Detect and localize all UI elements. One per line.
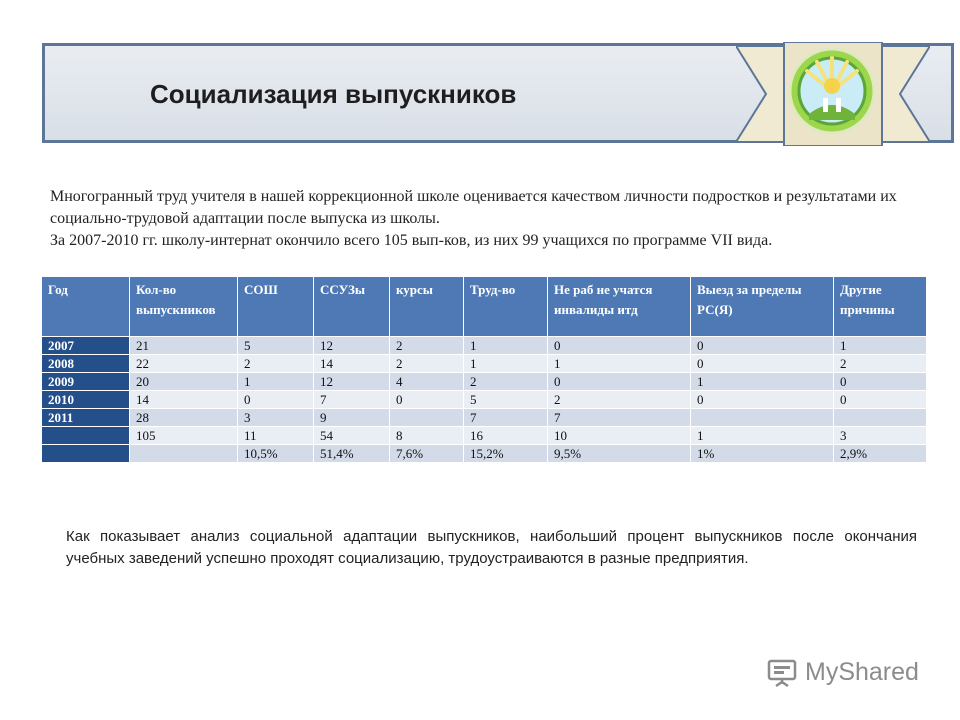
year-cell: 2009 [42, 373, 130, 391]
intro-paragraph-2: За 2007-2010 гг. школу-интернат окончило всего 105 вып-ков, из них 99 учащихся по программе VII вида. [50, 232, 773, 249]
column-header: ССУЗы [314, 277, 390, 337]
intro-paragraph-1: Многогранный труд учителя в нашей коррекционной школе оценивается качеством личности подростков и результатами их социально-трудовой адаптации после выпуска из школы. [50, 188, 897, 227]
year-cell: 2010 [42, 391, 130, 409]
table-cell: 1 [548, 355, 691, 373]
table-cell: 0 [691, 391, 834, 409]
column-header: СОШ [238, 277, 314, 337]
intro-text [50, 186, 920, 252]
table-cell: 0 [548, 373, 691, 391]
table-cell: 1 [464, 355, 548, 373]
column-header: Кол-во выпускников [130, 277, 238, 337]
table-cell: 1 [691, 427, 834, 445]
table-cell: 7 [464, 409, 548, 427]
table-cell: 51,4% [314, 445, 390, 463]
table-cell: 21 [130, 337, 238, 355]
table-row [42, 337, 927, 355]
year-cell: 2007 [42, 337, 130, 355]
table-cell: 1 [834, 337, 927, 355]
table-cell: 5 [238, 337, 314, 355]
table-cell [691, 409, 834, 427]
column-header: Год [42, 277, 130, 337]
percent-row [42, 445, 927, 463]
table-cell: 2 [464, 373, 548, 391]
table-cell: 16 [464, 427, 548, 445]
table-cell: 5 [464, 391, 548, 409]
table-cell: 22 [130, 355, 238, 373]
watermark-text: MyShared [805, 658, 919, 686]
table-cell: 9,5% [548, 445, 691, 463]
table-cell: 2 [390, 337, 464, 355]
table-cell: 0 [238, 391, 314, 409]
table-cell: 2 [834, 355, 927, 373]
table-cell: 28 [130, 409, 238, 427]
graduates-table [41, 276, 927, 463]
table-cell: 7 [548, 409, 691, 427]
table-cell: 7 [314, 391, 390, 409]
table-cell: 7,6% [390, 445, 464, 463]
column-header: Другие причины [834, 277, 927, 337]
table-cell: 3 [238, 409, 314, 427]
table-cell: 0 [834, 373, 927, 391]
table-cell: 3 [834, 427, 927, 445]
table-cell: 14 [314, 355, 390, 373]
table-cell: 105 [130, 427, 238, 445]
year-cell: 2008 [42, 355, 130, 373]
table-row [42, 409, 927, 427]
table-cell: 11 [238, 427, 314, 445]
table-cell: 12 [314, 337, 390, 355]
table-cell: 2,9% [834, 445, 927, 463]
table-cell: 0 [548, 337, 691, 355]
table-cell: 0 [834, 391, 927, 409]
table-cell: 2 [390, 355, 464, 373]
table-cell: 0 [691, 355, 834, 373]
table-cell: 10,5% [238, 445, 314, 463]
table-cell [834, 409, 927, 427]
column-header: Не раб не учатся инвалиды итд [548, 277, 691, 337]
table-cell: 4 [390, 373, 464, 391]
table-cell: 8 [390, 427, 464, 445]
table-cell: 14 [130, 391, 238, 409]
table-row [42, 391, 927, 409]
table-cell: 1% [691, 445, 834, 463]
school-emblem [787, 46, 877, 136]
table-cell: 0 [691, 337, 834, 355]
conclusion-text: Как показывает анализ социальной адаптации выпускников, наибольший процент выпускников после окончания учебных заведений успешно проходят социализацию, трудоустраиваются в разные предприятия. [66, 528, 917, 567]
table-row [42, 355, 927, 373]
slide-title: Социализация выпускников [150, 79, 517, 109]
table-row [42, 373, 927, 391]
column-header: Выезд за пределы РС(Я) [691, 277, 834, 337]
table-cell: 1 [464, 337, 548, 355]
total-row [42, 427, 927, 445]
year-cell [42, 427, 130, 445]
table-cell: 2 [548, 391, 691, 409]
year-cell [42, 445, 130, 463]
column-header: Труд-во [464, 277, 548, 337]
column-header: курсы [390, 277, 464, 337]
table-cell: 54 [314, 427, 390, 445]
table-cell: 2 [238, 355, 314, 373]
table-cell: 15,2% [464, 445, 548, 463]
table-cell: 1 [238, 373, 314, 391]
table-cell [390, 409, 464, 427]
table-cell: 0 [390, 391, 464, 409]
year-cell: 2011 [42, 409, 130, 427]
table-cell: 12 [314, 373, 390, 391]
presentation-icon [767, 658, 797, 688]
table-cell: 9 [314, 409, 390, 427]
table-cell: 1 [691, 373, 834, 391]
table-cell [130, 445, 238, 463]
table-cell: 10 [548, 427, 691, 445]
table-header-row [42, 277, 927, 337]
table-cell: 20 [130, 373, 238, 391]
